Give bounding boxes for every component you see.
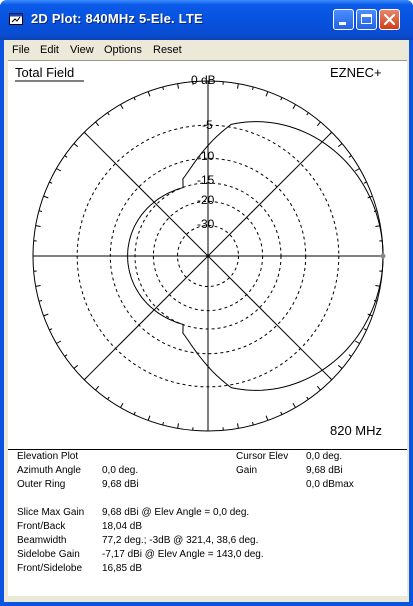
ring-tick — [56, 341, 60, 344]
ring-tick — [281, 412, 282, 415]
outer-ring-value: 9,68 dBi — [102, 479, 139, 490]
brand-label: EZNEC+ — [330, 65, 382, 80]
menu-edit[interactable]: Edit — [40, 44, 59, 56]
ring-tick — [293, 104, 296, 108]
title-bar[interactable] — [0, 0, 413, 40]
ring-tick — [39, 211, 42, 212]
azimuth-label: Azimuth Angle — [17, 465, 81, 476]
ring-tick — [36, 226, 41, 227]
ring-tick — [349, 156, 352, 158]
info-divider — [8, 449, 407, 450]
ring-tick — [148, 416, 150, 421]
sidelobe-gain-value: -7,17 dBi @ Elev Angle = 143,0 deg. — [102, 549, 264, 560]
ring-tick — [121, 104, 124, 108]
app-icon[interactable] — [9, 13, 23, 25]
ring-tick — [65, 156, 68, 158]
ring-tick — [266, 92, 268, 97]
maximize-button[interactable] — [356, 9, 377, 30]
slice-max-gain-label: Slice Max Gain — [17, 507, 85, 518]
ring-tick — [96, 386, 99, 390]
close-button[interactable] — [379, 9, 400, 30]
ring-tick — [39, 301, 42, 302]
gain-label: Gain — [236, 465, 258, 476]
ring-tick — [96, 122, 99, 126]
front-back-value: 18,04 dB — [102, 521, 143, 532]
close-icon — [380, 10, 399, 29]
polar-grid — [33, 81, 383, 431]
ring-tick — [355, 169, 359, 172]
menu-bar — [4, 40, 409, 60]
ring-labels — [191, 73, 216, 231]
ring-tick — [49, 329, 52, 330]
front-back-label: Front/Back — [17, 521, 66, 532]
ring-label-30: -30 — [197, 217, 215, 231]
ring-tick — [134, 97, 135, 100]
ring-tick — [349, 355, 352, 357]
ring-tick — [74, 365, 78, 368]
ring-tick — [253, 87, 254, 90]
cursor-marker[interactable] — [381, 254, 386, 259]
ring-tick — [253, 422, 254, 425]
ring-tick — [74, 144, 78, 147]
minimize-icon — [334, 10, 353, 29]
ring-tick — [134, 412, 135, 415]
ring-tick — [65, 355, 68, 357]
beamwidth-label: Beamwidth — [17, 535, 67, 546]
window-body — [4, 40, 409, 602]
ring-tick — [364, 329, 367, 330]
ring-tick — [163, 422, 164, 425]
ring-tick — [148, 92, 150, 97]
ring-tick — [36, 286, 41, 287]
ring-tick — [163, 87, 164, 90]
azimuth-value: 0,0 deg. — [102, 465, 139, 476]
ring-tick — [84, 378, 86, 380]
ring-label-20: -20 — [197, 193, 215, 207]
ring-tick — [238, 423, 239, 428]
ring-tick — [355, 341, 359, 344]
cursor-elev-label: Cursor Elev — [236, 451, 289, 462]
ring-tick — [178, 84, 179, 89]
menu-file[interactable]: File — [12, 44, 30, 56]
front-sidelobe-label: Front/Sidelobe — [17, 563, 83, 574]
minimize-button[interactable] — [333, 9, 354, 30]
beamwidth-value: 77,2 deg.; -3dB @ 321,4, 38,6 deg. — [102, 535, 259, 546]
ring-tick — [108, 113, 110, 116]
ring-tick — [330, 132, 332, 134]
ring-label-5: -5 — [202, 118, 213, 132]
window-title: 2D Plot: 840MHz 5-Ele. LTE — [31, 11, 203, 26]
slice-max-gain-value: 9,68 dBi @ Elev Angle = 0,0 deg. — [102, 507, 250, 518]
polar-plot[interactable] — [8, 61, 407, 449]
ring-label-10: -10 — [197, 149, 215, 163]
ring-tick — [307, 397, 309, 400]
menu-reset[interactable]: Reset — [153, 44, 182, 56]
menu-options[interactable]: Options — [104, 44, 142, 56]
gain-value: 9,68 dBi — [306, 465, 343, 476]
ring-tick — [307, 113, 309, 116]
ring-label-0db: 0 dB — [191, 73, 216, 87]
ring-tick — [364, 182, 367, 183]
ring-tick — [44, 196, 49, 198]
ring-tick — [266, 416, 268, 421]
ring-tick — [317, 386, 320, 390]
ring-tick — [338, 144, 342, 147]
ring-tick — [281, 97, 282, 100]
ring-tick — [121, 403, 124, 407]
plot-type-label: Elevation Plot — [17, 451, 79, 462]
ring-tick — [293, 403, 296, 407]
maximize-icon — [357, 10, 376, 29]
ring-label-15: -15 — [197, 173, 215, 187]
gain-max-value: 0,0 dBmax — [306, 479, 354, 490]
cursor-elev-value: 0,0 deg. — [306, 451, 343, 462]
ring-tick — [238, 84, 239, 89]
ring-tick — [56, 169, 60, 172]
ring-tick — [330, 378, 332, 380]
ring-tick — [338, 365, 342, 368]
front-sidelobe-value: 16,85 dB — [102, 563, 143, 574]
plot-area — [8, 60, 407, 596]
ring-tick — [108, 397, 110, 400]
plot-title: Total Field — [15, 65, 75, 80]
sidelobe-gain-label: Sidelobe Gain — [17, 549, 80, 560]
menu-view[interactable]: View — [70, 44, 94, 56]
outer-ring-label: Outer Ring — [17, 479, 66, 490]
ring-tick — [84, 132, 86, 134]
ring-tick — [44, 314, 49, 316]
ring-tick — [178, 423, 179, 428]
frequency-label: 820 MHz — [330, 423, 383, 438]
ring-tick — [317, 122, 320, 126]
ring-tick — [49, 182, 52, 183]
